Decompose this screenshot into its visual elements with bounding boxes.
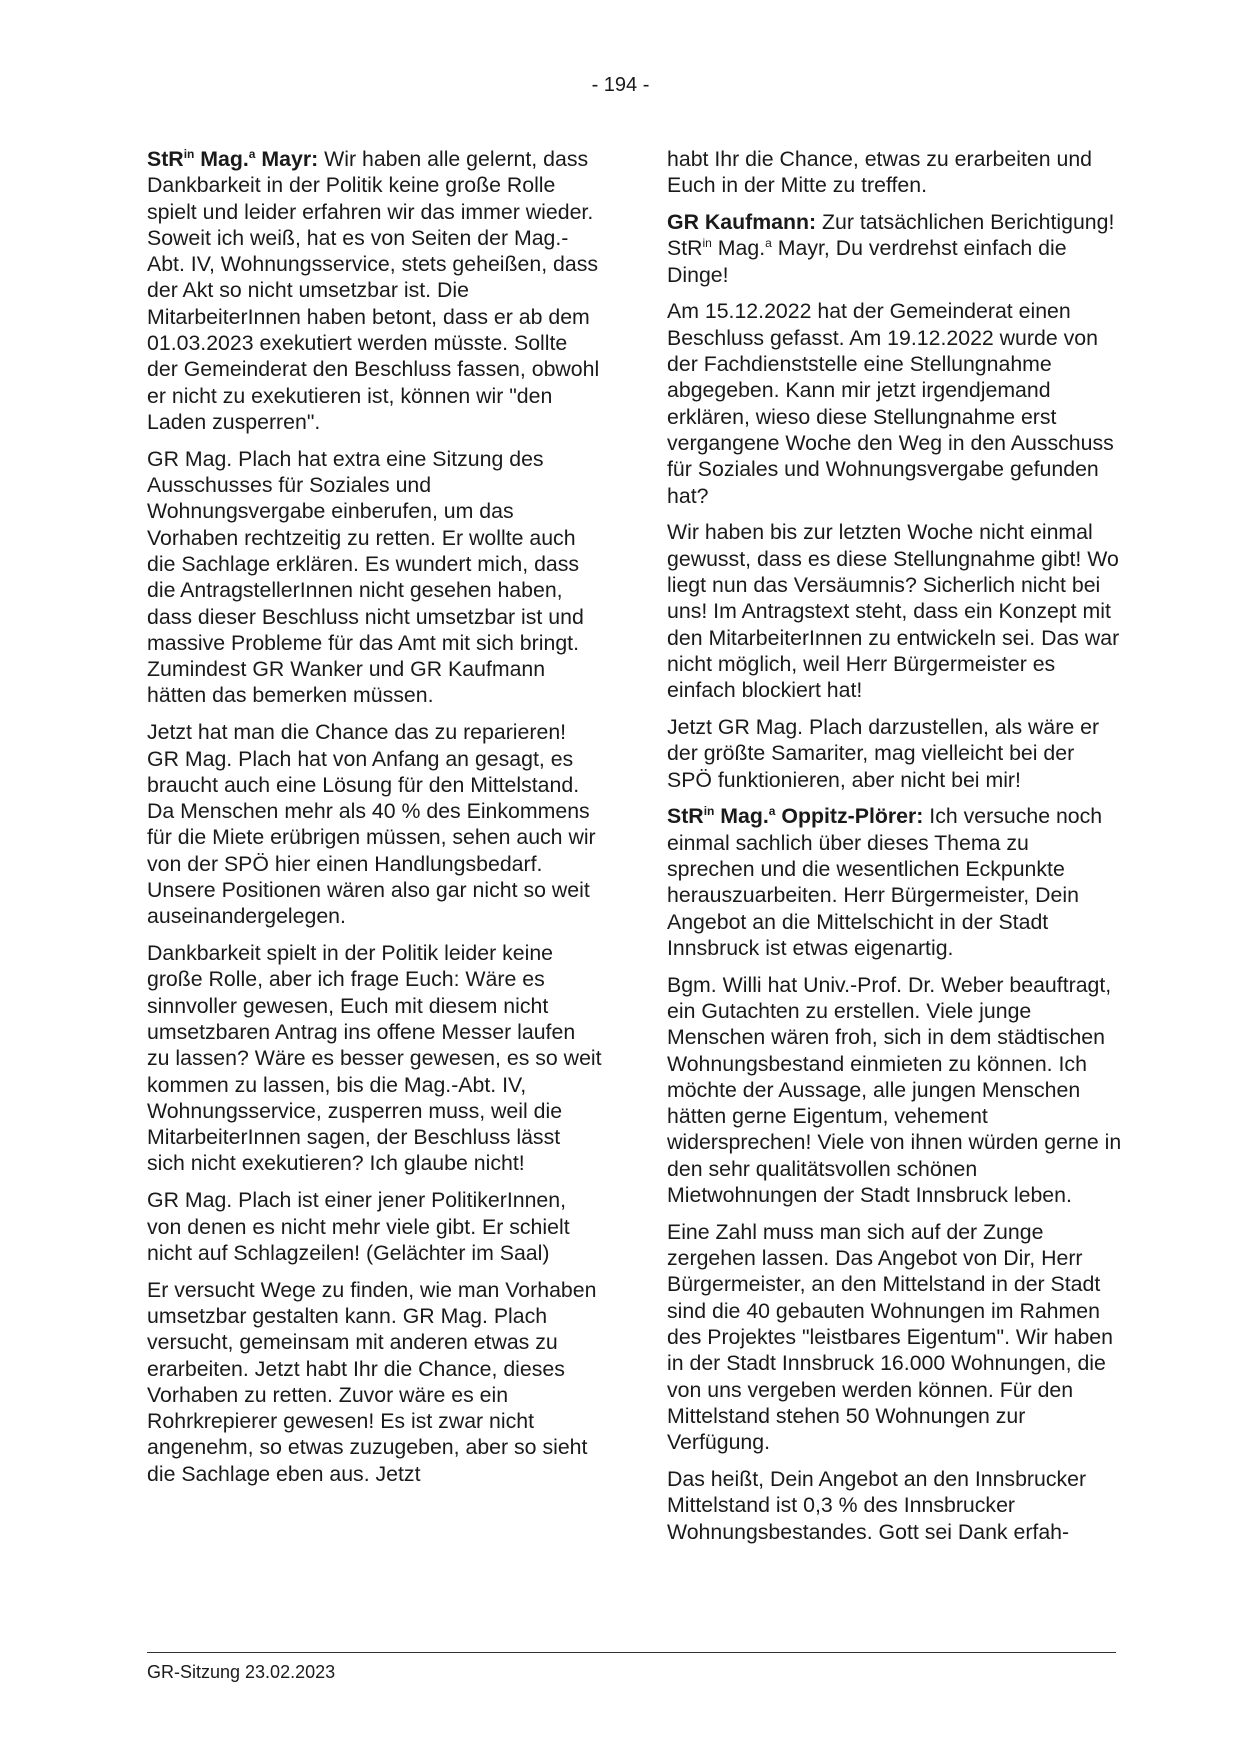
paragraph: Das heißt, Dein Angebot an den Innsbrucker Mittelstand ist 0,3 % des Innsbrucker Wohnungsbestandes. Gott sei Dank erfah- [667, 1466, 1087, 1544]
paragraph: Bgm. Willi hat Univ.-Prof. Dr. Weber beauftragt, ein Gutachten zu erstellen. Viele junge Menschen wären froh, sich in dem städtischen Wohnungsbestand einmieten zu können. Ich möchte der Aussage, alle jungen Menschen hätten gerne Eigentum, vehement widersprechen! Viele von ihnen würden gerne in den sehr qualitätsvollen schönen Mietwohnungen der Stadt Innsbruck leben. [667, 972, 1122, 1207]
paragraph: habt Ihr die Chance, etwas zu erarbeiten und Euch in der Mitte zu treffen. [667, 147, 1093, 198]
left-column [147, 146, 602, 1498]
speaker-name: StR$^{in}$ Mag.$^a$ Oppitz-Plörer: [667, 804, 924, 829]
paragraph: Wir haben bis zur letzten Woche nicht einmal gewusst, dass es diese Stellungnahme gibt! Wo liegt nun das Versäumnis? Sicherlich nicht bei uns! Im Antragstext steht, dass ein Konzept mit den MitarbeiterInnen zu entwickeln sei. Das war nicht möglich, weil Herr Bürgermeister es einfach blockiert hat! [667, 520, 1120, 703]
paragraph: Am 15.12.2022 hat der Gemeinderat einen Beschluss gefasst. Am 19.12.2022 wurde von der Fachdienststelle eine Stellungnahme abgegeben. Kann mir jetzt irgendjemand erklären, wieso diese Stellungnahme erst vergangene Woche den Weg in den Ausschuss für Soziales und Wohnungsvergabe gefunden hat? [667, 299, 1114, 508]
speaker-name: StR$^{in}$ Mag.$^a$ Mayr: [147, 146, 319, 171]
paragraph [147, 146, 602, 435]
paragraph: Eine Zahl muss man sich auf der Zunge zergehen lassen. Das Angebot von Dir, Herr Bürgermeister, an den Mittelstand in der Stadt sind die 40 gebauten Wohnungen im Rahmen des Projektes "leistbares Eigentum". Wir haben in der Stadt Innsbruck 16.000 Wohnungen, die von uns vergeben werden können. Für den Mittelstand stehen 50 Wohnungen zur Verfügung. [667, 1219, 1113, 1455]
paragraph-text: Wir haben alle gelernt, dass Dankbarkeit in der Politik keine große Rolle spielt und leider erfahren wir das immer wieder. Soweit ich weiß, hat es von Seiten der Mag.-Abt. IV, Wohnungsservice, stets geheißen, dass der Akt so nicht umsetzbar ist. Die MitarbeiterInnen haben betont, dass er ab dem 01.03.2023 exekutiert werden müsste. Sollte der Gemeinderat den Beschluss fassen, obwohl er nicht zu exekutieren ist, können wir "den Laden zusperren". [147, 147, 600, 434]
page-number: - 194 - [591, 74, 650, 96]
paragraph: Jetzt hat man die Chance das zu reparieren! GR Mag. Plach hat von Anfang an gesagt, es braucht auch eine Lösung für den Mittelstand. Da Menschen mehr als 40 % des Einkommens für die Miete erübrigen müssen, sehen auch wir von der SPÖ hier einen Handlungsbedarf. Unsere Positionen wären also gar nicht so weit auseinandergelegen. [147, 720, 596, 929]
paragraph: GR Kaufmann: Zur tatsächlichen Berichtigung! StR$^{in}$ Mag.$^a$ Mayr, Du verdrehst einfach die Dinge! [667, 210, 1115, 287]
paragraph-text: Ich versuche noch einmal sachlich über dieses Thema zu sprechen und die wesentlichen Eckpunkte herauszuarbeiten. Herr Bürgermeister, Dein Angebot an die Mittelschicht in der Stadt Innsbruck ist etwas eigenartig. [667, 804, 1103, 960]
paragraph [667, 803, 1122, 961]
footer-divider [147, 1652, 1116, 1653]
paragraph: GR Mag. Plach hat extra eine Sitzung des Ausschusses für Soziales und Wohnungsvergabe einberufen, um das Vorhaben rechtzeitig zu retten. Er wollte auch die Sachlage erklären. Es wundert mich, dass die AntragstellerInnen nicht gesehen haben, dass dieser Beschluss nicht umsetzbar ist und massive Probleme für das Amt mit sich bringt. Zumindest GR Wanker und GR Kaufmann hätten das bemerken müssen. [147, 446, 584, 708]
speaker-name: GR Kaufmann: [667, 210, 817, 235]
paragraph: Er versucht Wege zu finden, wie man Vorhaben umsetzbar gestalten kann. GR Mag. Plach versucht, gemeinsam mit anderen etwas zu erarbeiten. Jetzt habt Ihr die Chance, dieses Vorhaben zu retten. Zuvor wäre es ein Rohrkrepierer gewesen! Es ist zwar nicht angenehm, so etwas zuzugeben, aber so sieht die Sachlage eben aus. Jetzt [147, 1277, 597, 1486]
paragraph: Jetzt GR Mag. Plach darzustellen, als wäre er der größte Samariter, mag vielleicht bei der SPÖ funktionieren, aber nicht bei mir! [667, 714, 1100, 792]
footer-session-date: GR-Sitzung 23.02.2023 [147, 1662, 336, 1682]
paragraph: Dankbarkeit spielt in der Politik leider keine große Rolle, aber ich frage Euch: Wäre es sinnvoller gewesen, Euch mit diesem nicht umsetzbaren Antrag ins offene Messer laufen zu lassen? Wäre es besser gewesen, es so weit kommen zu lassen, bis die Mag.-Abt. IV, Wohnungsservice, zusperren muss, weil die MitarbeiterInnen sagen, der Beschluss lässt sich nicht exekutieren? Ich glaube nicht! [147, 941, 602, 1176]
paragraph: GR Mag. Plach ist einer jener PolitikerInnen, von denen es nicht mehr viele gibt. Er schielt nicht auf Schlagzeilen! (Gelächter im Saal) [147, 1188, 570, 1265]
right-column [667, 146, 1122, 1555]
